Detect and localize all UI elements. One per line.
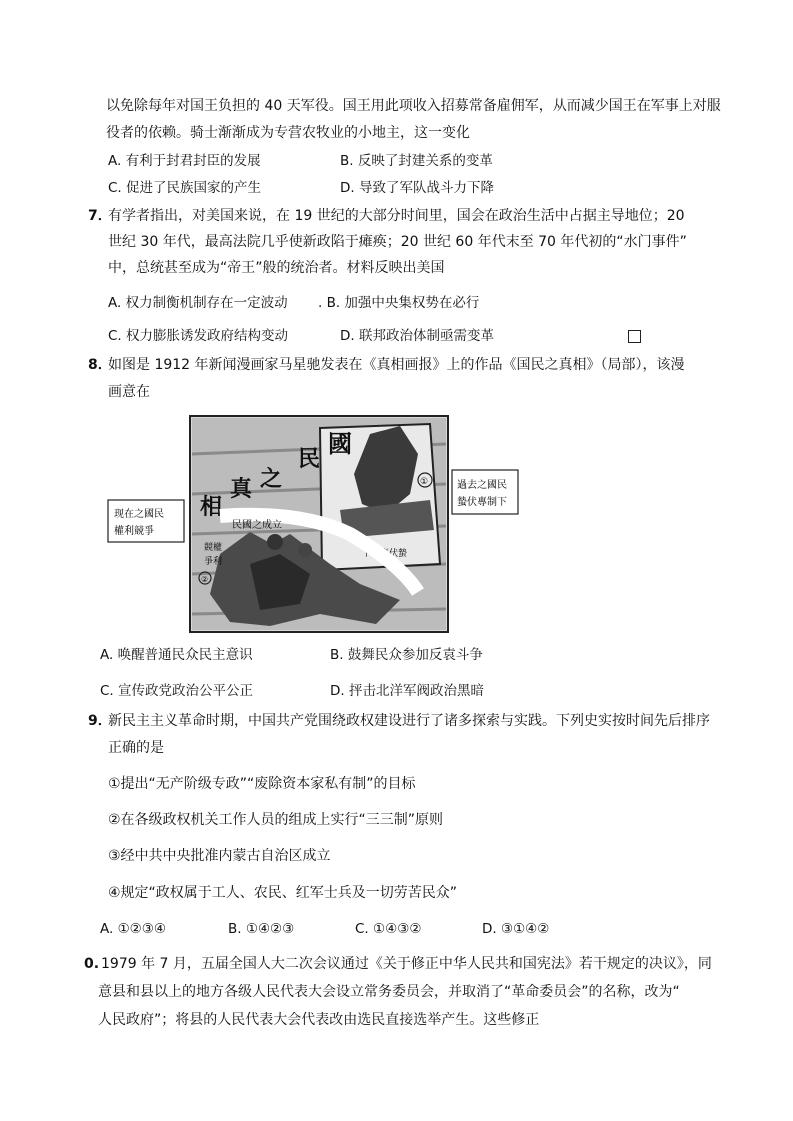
q10-stem-line2: 意县和县以上的地方各级人民代表大会设立常务委员会，并取消了“革命委员会”的名称，改为“: [98, 984, 680, 1000]
checkbox-icon: [628, 330, 641, 343]
q8-option-a[interactable]: A. 唤醒普通民众民主意识: [100, 647, 253, 663]
right-caption-box: [452, 470, 518, 514]
cartoon-drawing: [190, 416, 448, 632]
q9-item-4: ④规定“政权属于工人、农民、红军士兵及一切劳苦民众”: [108, 885, 458, 901]
q8-stem-line2: 画意在: [108, 384, 150, 400]
q10-stem-line1: 1979 年 7 月，五届全国人大二次会议通过《关于修正中华人民共和国宪法》若干规定的决议》，同: [101, 956, 712, 972]
q7-stem-line2: 世纪 30 年代，最高法院几乎使新政陷于瘫痪；20 世纪 60 年代末至 70 年代初的“水门事件”: [108, 234, 687, 250]
title-char-xiang: 相: [200, 494, 223, 520]
q8-option-c[interactable]: C. 宣传政党政治公平公正: [100, 683, 254, 699]
q7-option-b[interactable]: . B. 加强中央集权势在必行: [318, 295, 480, 311]
q9-option-b[interactable]: B. ①④②③: [228, 921, 295, 937]
q8-stem-line1: 如图是 1912 年新闻漫画家马星驰发表在《真相画报》上的作品《国民之真相》（局部），该漫: [108, 357, 685, 373]
q9-number: 9．: [88, 713, 112, 729]
left-caption-line2: 權利競爭: [114, 526, 154, 537]
q6-stem-line2: 役者的依赖。骑士渐渐成为专营农牧业的小地主，这一变化: [106, 125, 470, 141]
q7-stem-line3: 中，总统甚至成为“帝王”般的统治者。材料反映出美国: [108, 260, 445, 276]
q10-number: 0.: [84, 956, 100, 972]
q7-number: 7．: [88, 208, 112, 224]
q8-number: 8．: [88, 357, 112, 373]
q6-option-c[interactable]: C. 促进了民族国家的产生: [108, 180, 262, 196]
q9-stem-line2: 正确的是: [108, 740, 164, 756]
title-char-guo: 國: [328, 429, 352, 458]
title-char-min: 民: [298, 446, 321, 472]
circle-two-label: ②: [201, 575, 209, 584]
q9-option-d[interactable]: D. ③①④②: [482, 921, 550, 937]
q6-option-d[interactable]: D. 导致了军队战斗力下降: [340, 180, 494, 196]
left-caption-box: [108, 500, 184, 542]
q9-item-1: ①提出“无产阶级专政”“废除资本家私有制”的目标: [108, 776, 416, 792]
right-caption-line1: 過去之國民: [457, 480, 507, 491]
q6-option-b[interactable]: B. 反映了封建关系的变革: [340, 153, 493, 169]
left-inner-label-1: 競權: [204, 543, 223, 553]
q7-option-a[interactable]: A. 权力制衡机制存在一定波动: [108, 295, 288, 311]
left-caption-line1: 现在之國民: [114, 509, 164, 520]
q6-option-a[interactable]: A. 有利于封君封臣的发展: [108, 153, 261, 169]
q9-option-c[interactable]: C. ①④③②: [355, 921, 422, 937]
q9-item-3: ③经中共中央批准内蒙古自治区成立: [108, 848, 331, 864]
q7-option-d[interactable]: D. 联邦政治体制亟需变革: [340, 328, 494, 344]
q9-option-a[interactable]: A. ①②③④: [100, 921, 166, 937]
q9-item-2: ②在各级政权机关工作人员的组成上实行“三三制”原则: [108, 812, 444, 828]
right-inner-label: 下制專伏蟄: [362, 549, 408, 559]
left-inner-label-2: 爭利: [204, 557, 223, 567]
title-char-zhen: 真: [230, 476, 253, 502]
q10-stem-line3: 人民政府”；将县的人民代表大会代表改由选民直接选举产生。这些修正: [98, 1012, 540, 1028]
q7-stem-line1: 有学者指出，对美国来说，在 19 世纪的大部分时间里，国会在政治生活中占据主导地位；20: [108, 208, 685, 224]
q6-stem-line1: 以免除每年对国王负担的 40 天军役。国王用此项收入招募常备雇佣军，从而减少国王在军事上对服: [106, 98, 721, 114]
q9-stem-line1: 新民主主义革命时期，中国共产党围绕政权建设进行了诸多探索与实践。下列史实按时间先后排序: [108, 713, 710, 729]
q8-option-d[interactable]: D. 抨击北洋军阀政治黑暗: [330, 683, 484, 699]
title-char-zhi: 之: [260, 466, 283, 492]
q7-option-c[interactable]: C. 权力膨胀诱发政府结构变动: [108, 328, 289, 344]
right-caption-line2: 蟄伏專制下: [457, 497, 507, 508]
q8-option-b[interactable]: B. 鼓舞民众参加反袁斗争: [330, 647, 483, 663]
circle-one-label: ①: [420, 477, 429, 487]
banner-label: 民國之成立: [232, 520, 282, 531]
cartoon-figure: [100, 414, 520, 636]
